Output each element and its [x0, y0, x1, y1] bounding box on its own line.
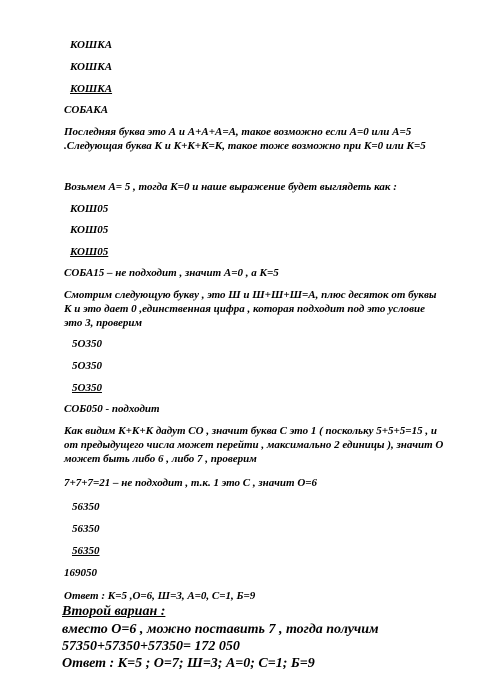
block3-row1: 5О350 — [72, 338, 102, 350]
block2-row2: КОШ05 — [70, 224, 109, 236]
block1-sum: СОБАКА — [64, 104, 109, 116]
block1-row3: КОШКА — [70, 83, 113, 95]
paragraph-4: Смотрим следующую букву , это Ш и Ш+Ш+Ш=А, плюс десяток от буквы К и это дает 0 ,единственная цифра , которая подходит под это условие это 3, проверим — [64, 289, 437, 329]
paragraph-6: Как видим К+К+К дадут СО , значит буква С это 1 ( поскольку 5+5+5=15 , и от предыдущего числа может перейти , максимально 2 единицы ), значит О может быть либо 6 , либо 7 , проверим — [64, 425, 444, 465]
paragraph-5: СОБ050 - подходит — [64, 403, 160, 415]
block4-row1: 56350 — [72, 501, 100, 513]
paragraph-3: СОБА15 – не подходит , значит А=0 , а К=5 — [64, 267, 279, 279]
block1-row1: КОШКА — [70, 39, 113, 51]
block2-row3: КОШ05 — [70, 246, 109, 258]
block2-row1: КОШ05 — [70, 203, 109, 215]
block3-row2: 5О350 — [72, 360, 102, 372]
variant2-answer: Ответ : К=5 ; О=7; Ш=3; А=0; С=1; Б=9 — [62, 656, 315, 671]
answer-1: Ответ : К=5 ,О=6, Ш=3, А=0, С=1, Б=9 — [64, 590, 256, 602]
variant2-line2: 57350+57350+57350= 172 050 — [62, 639, 240, 654]
variant2-line1: вместо О=6 , можно поставить 7 , тогда получим — [62, 622, 379, 637]
variant2-heading: Второй вариан : — [62, 604, 166, 619]
block4-row2: 56350 — [72, 523, 100, 535]
paragraph-7: 7+7+7=21 – не подходит , т.к. 1 это С , значит О=6 — [64, 477, 318, 489]
block3-row3: 5О350 — [72, 382, 102, 394]
paragraph-1: Последняя буква это А и А+А+А=А, такое возможно если А=0 или А=5 .Следующая буква К и К+К+К=К, такое тоже возможно при К=0 или К=5 — [64, 126, 426, 152]
block1-row2: КОШКА — [70, 61, 113, 73]
block4-row3: 56350 — [72, 545, 100, 557]
block4-sum: 169050 — [64, 567, 97, 579]
paragraph-2: Возьмем А= 5 , тогда К=0 и наше выражение будет выглядеть как : — [64, 181, 397, 193]
